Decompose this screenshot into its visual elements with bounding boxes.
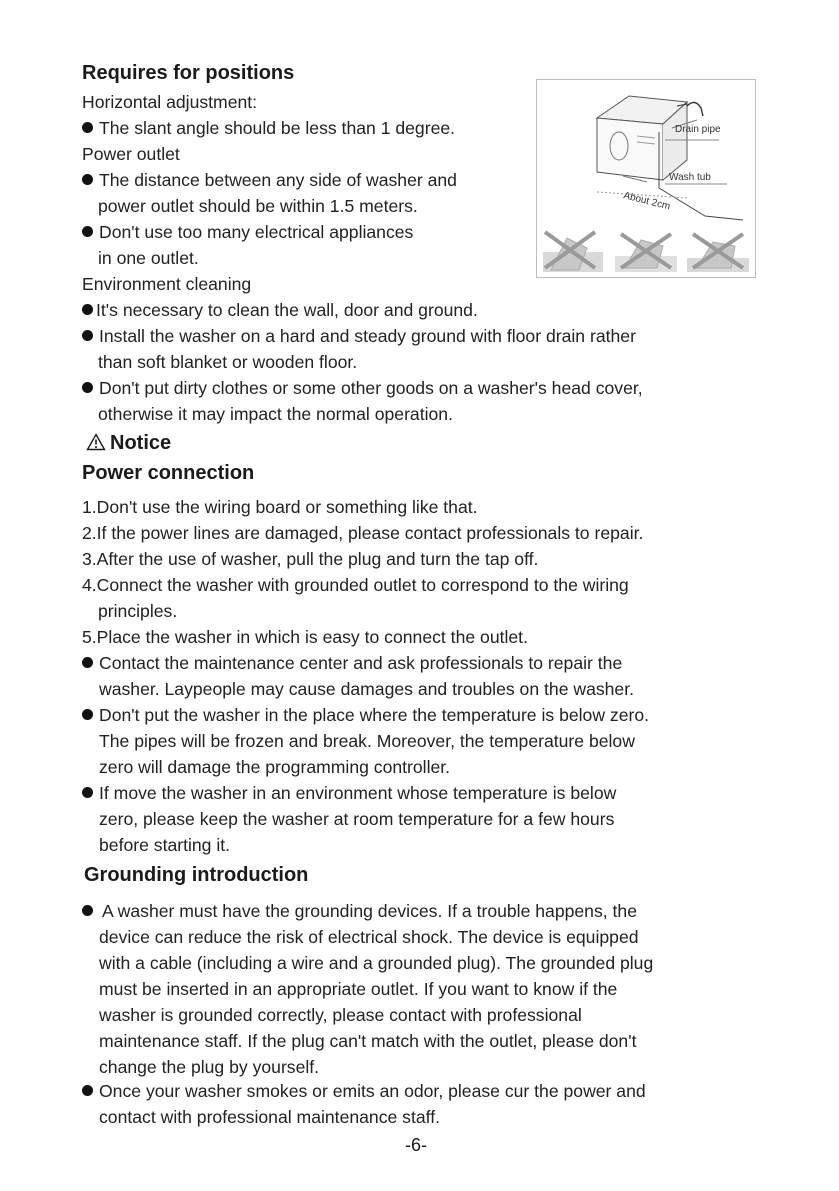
bullet-icon bbox=[82, 226, 93, 237]
bullet-icon bbox=[82, 122, 93, 133]
bullet-move-cont-2: before starting it. bbox=[99, 835, 231, 855]
bullet-text: Once your washer smokes or emits an odor, please cur the power and bbox=[99, 1081, 646, 1101]
bullet-distance bbox=[82, 167, 457, 193]
section-title-grounding: Grounding introduction bbox=[84, 864, 309, 886]
bullet-text: The slant angle should be less than 1 degree. bbox=[99, 118, 456, 138]
bullet-icon bbox=[82, 787, 93, 798]
bullet-move-cont-1: zero, please keep the washer at room temperature for a few hours bbox=[99, 809, 615, 829]
bullet-grounding-cont-4: washer is grounded correctly, please contact with professional bbox=[99, 1005, 582, 1025]
bullet-appliances bbox=[82, 219, 413, 245]
bullet-maintenance bbox=[82, 650, 622, 676]
bullet-move bbox=[82, 780, 616, 806]
bullet-icon bbox=[82, 657, 93, 668]
wrong-install-icon-2 bbox=[615, 234, 677, 272]
list-item-1: 1.Don't use the wiring board or something like that. bbox=[82, 497, 478, 517]
notice-title: Notice bbox=[110, 432, 172, 454]
wash-tub-label: Wash tub bbox=[669, 172, 711, 183]
wrong-install-icon-1 bbox=[543, 232, 603, 272]
bullet-icon bbox=[82, 330, 93, 341]
bullet-install-cont: than soft blanket or wooden floor. bbox=[98, 352, 358, 372]
bullet-grounding-cont-2: with a cable (including a wire and a grounded plug). The grounded plug bbox=[99, 953, 654, 973]
bullet-grounding-cont-5: maintenance staff. If the plug can't match with the outlet, please don't bbox=[99, 1031, 637, 1051]
bullet-grounding-devices bbox=[82, 898, 637, 924]
bullet-text: Don't put the washer in the place where the temperature is below zero. bbox=[99, 705, 650, 725]
bullet-icon bbox=[82, 174, 93, 185]
bullet-text: The distance between any side of washer and bbox=[99, 170, 457, 190]
bullet-text: It's necessary to clean the wall, door and ground. bbox=[96, 300, 478, 320]
subheading-power-outlet: Power outlet bbox=[82, 144, 180, 164]
bullet-icon bbox=[82, 709, 93, 720]
bullet-icon bbox=[82, 382, 93, 393]
bullet-smoke bbox=[82, 1078, 646, 1104]
bullet-slant bbox=[82, 115, 455, 141]
washer-installation-figure bbox=[536, 79, 756, 278]
bullet-maintenance-cont: washer. Laypeople may cause damages and troubles on the washer. bbox=[99, 679, 634, 699]
bullet-smoke-cont: contact with professional maintenance staff. bbox=[99, 1107, 440, 1127]
wrong-install-icon-3 bbox=[687, 234, 749, 272]
section-title-positions: Requires for positions bbox=[82, 62, 295, 84]
bullet-below-zero-cont-1: The pipes will be frozen and break. Moreover, the temperature below bbox=[99, 731, 635, 751]
bullet-dirty bbox=[82, 375, 643, 401]
bullet-icon bbox=[82, 905, 93, 916]
bullet-text: Don't use too many electrical appliances bbox=[99, 222, 414, 242]
bullet-text: Install the washer on a hard and steady ground with floor drain rather bbox=[99, 326, 636, 346]
bullet-icon bbox=[82, 1085, 93, 1096]
warning-icon bbox=[86, 433, 106, 451]
bullet-text: A washer must have the grounding devices. If a trouble happens, the bbox=[102, 901, 637, 921]
bullet-grounding-cont-6: change the plug by yourself. bbox=[99, 1057, 320, 1077]
bullet-grounding-cont-1: device can reduce the risk of electrical shock. The device is equipped bbox=[99, 927, 639, 947]
list-item-4-cont: principles. bbox=[98, 601, 178, 621]
list-item-4: 4.Connect the washer with grounded outlet to correspond to the wiring bbox=[82, 575, 629, 595]
drain-pipe-label: Drain pipe bbox=[675, 124, 721, 135]
bullet-text: If move the washer in an environment whose temperature is below bbox=[99, 783, 617, 803]
bullet-below-zero-cont-2: zero will damage the programming controller. bbox=[99, 757, 451, 777]
list-item-2: 2.If the power lines are damaged, please contact professionals to repair. bbox=[82, 523, 644, 543]
bullet-grounding-cont-3: must be inserted in an appropriate outlet. If you want to know if the bbox=[99, 979, 618, 999]
subheading-environment: Environment cleaning bbox=[82, 274, 252, 294]
bullet-text: Don't put dirty clothes or some other goods on a washer's head cover, bbox=[99, 378, 643, 398]
section-title-power-connection: Power connection bbox=[82, 462, 255, 484]
about-2cm-label: About 2cm bbox=[622, 190, 672, 213]
bullet-distance-cont: power outlet should be within 1.5 meters. bbox=[98, 196, 418, 216]
page-number: -6- bbox=[405, 1135, 427, 1155]
bullet-clean bbox=[82, 297, 478, 323]
bullet-icon bbox=[82, 304, 93, 315]
notice-heading bbox=[86, 432, 171, 455]
bullet-appliances-cont: in one outlet. bbox=[98, 248, 199, 268]
list-item-3: 3.After the use of washer, pull the plug and turn the tap off. bbox=[82, 549, 539, 569]
bullet-dirty-cont: otherwise it may impact the normal operation. bbox=[98, 404, 453, 424]
list-item-5: 5.Place the washer in which is easy to connect the outlet. bbox=[82, 627, 528, 647]
subheading-horizontal: Horizontal adjustment: bbox=[82, 92, 258, 112]
bullet-install bbox=[82, 323, 636, 349]
bullet-below-zero bbox=[82, 702, 649, 728]
bullet-text: Contact the maintenance center and ask professionals to repair the bbox=[99, 653, 623, 673]
washer-diagram bbox=[537, 80, 755, 277]
